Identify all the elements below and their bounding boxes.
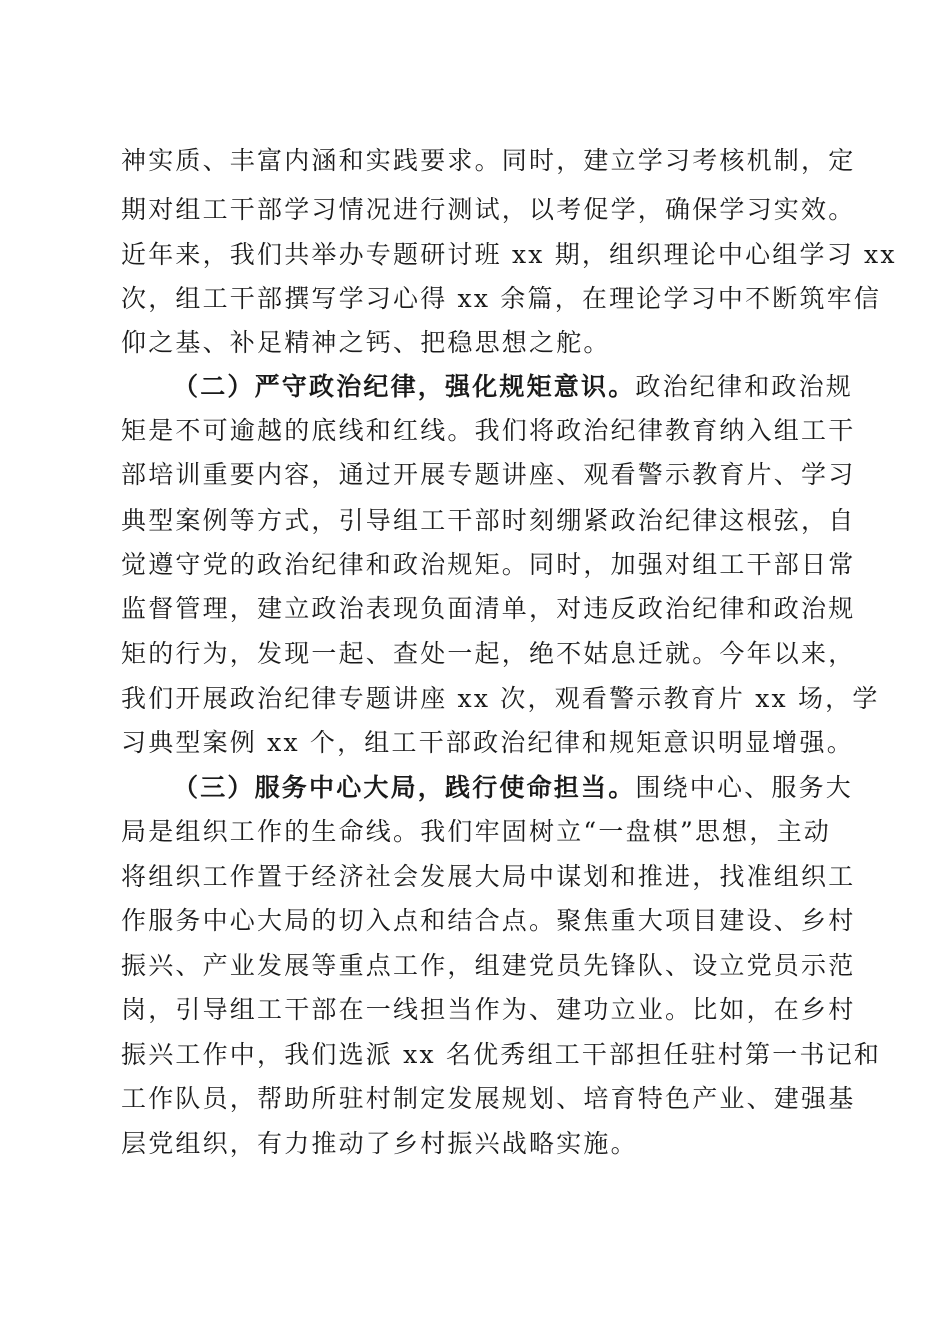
text-line: 将组织工作置于经济社会发展大局中谋划和推进，找准组织工: [121, 862, 856, 891]
text-line: 局是组织工作的生命线。我们牢固树立“一盘棋”思想，主动: [121, 817, 831, 846]
text-line: 期对组工干部学习情况进行测试，以考促学，确保学习实效。: [121, 195, 856, 224]
text-line: 典型案例等方式，引导组工干部时刻绷紧政治纪律这根弦，自: [121, 506, 856, 535]
text-line: 仰之基、补足精神之钙、把稳思想之舵。: [121, 328, 611, 357]
section-first-text: 政治纪律和政治规: [635, 372, 854, 401]
text-line: 觉遵守党的政治纪律和政治规矩。同时，加强对组工干部日常: [121, 550, 856, 579]
text-line: 近年来，我们共举办专题研讨班 xx 期，组织理论中心组学习 xx: [121, 240, 897, 269]
text-line: 层党组织，有力推动了乡村振兴战略实施。: [121, 1129, 638, 1158]
section-first-text: 围绕中心、服务大: [635, 773, 854, 802]
text-line: 神实质、丰富内涵和实践要求。同时，建立学习考核机制，定: [121, 146, 856, 175]
text-line: 振兴、产业发展等重点工作，组建党员先锋队、设立党员示范: [121, 951, 856, 980]
section-heading: （三）服务中心大局，践行使命担当。: [173, 773, 636, 802]
section-first-line: [173, 773, 854, 803]
text-line: 矩是不可逾越的底线和红线。我们将政治纪律教育纳入组工干: [121, 416, 856, 445]
text-line: 次，组工干部撰写学习心得 xx 余篇，在理论学习中不断筑牢信: [121, 284, 882, 313]
text-line: 岗，引导组工干部在一线担当作为、建功立业。比如，在乡村: [121, 995, 856, 1024]
text-line: 部培训重要内容，通过开展专题讲座、观看警示教育片、学习: [121, 460, 856, 489]
text-line: 工作队员，帮助所驻村制定发展规划、培育特色产业、建强基: [121, 1084, 856, 1113]
section-first-line: [173, 372, 854, 402]
section-heading: （二）严守政治纪律，强化规矩意识。: [173, 372, 636, 401]
text-line: 习典型案例 xx 个，组工干部政治纪律和规矩意识明显增强。: [121, 728, 854, 757]
text-line: 作服务中心大局的切入点和结合点。聚焦重大项目建设、乡村: [121, 906, 856, 935]
text-line: 监督管理，建立政治表现负面清单，对违反政治纪律和政治规: [121, 594, 856, 623]
text-line: 振兴工作中，我们选派 xx 名优秀组工干部担任驻村第一书记和: [121, 1040, 882, 1069]
text-line: 我们开展政治纪律专题讲座 xx 次，观看警示教育片 xx 场，学: [121, 684, 880, 713]
text-line: 矩的行为，发现一起、查处一起，绝不姑息迁就。今年以来，: [121, 639, 856, 668]
